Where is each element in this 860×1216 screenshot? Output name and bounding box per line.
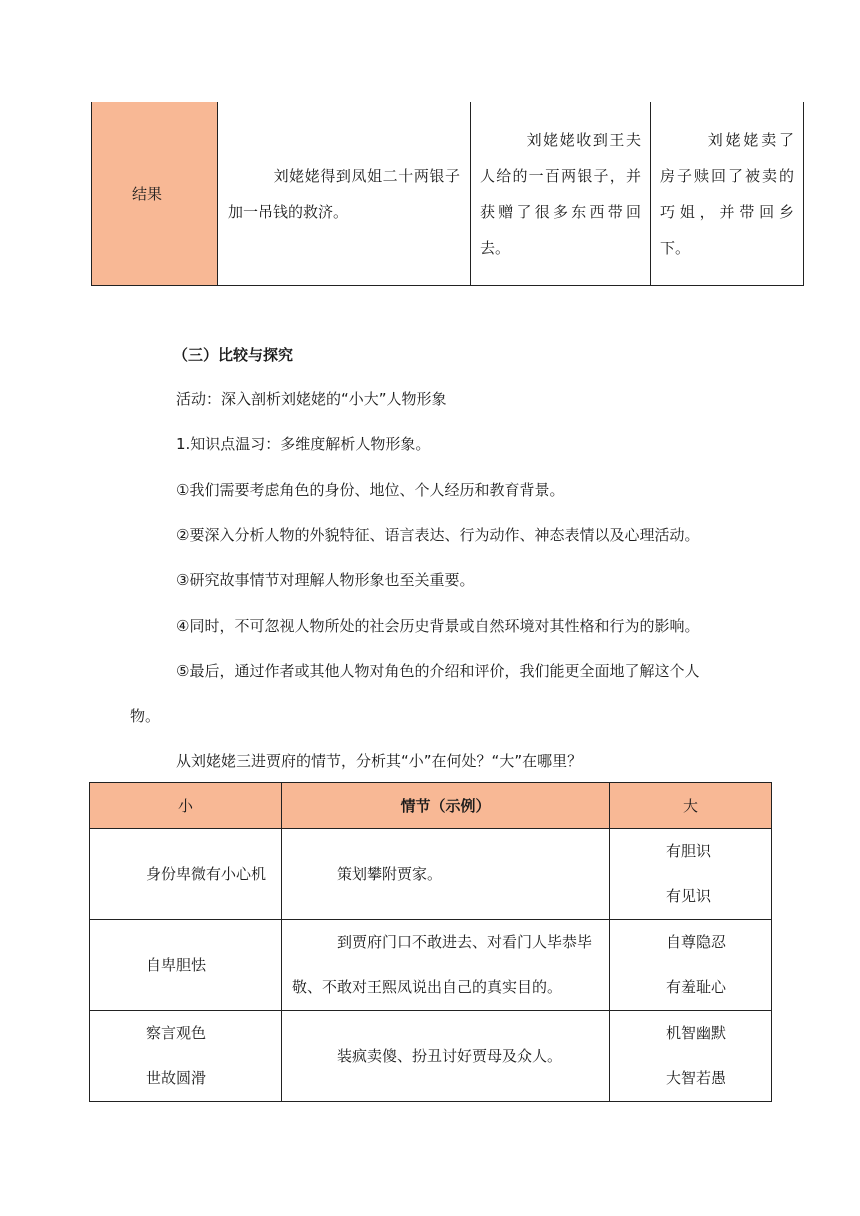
cell-text: 自卑胆怯 <box>146 955 207 974</box>
table-cell <box>651 102 804 286</box>
table-row <box>90 1011 772 1102</box>
big-cell <box>610 920 772 1011</box>
table-cell <box>471 102 651 286</box>
plot-cell <box>282 829 610 920</box>
cell-text: 自尊隐忍 <box>666 933 727 951</box>
big-cell <box>610 1011 772 1102</box>
table-row <box>92 102 804 286</box>
point-text: ⑤最后，通过作者或其他人物对角色的介绍和评价，我们能更全面地了解这个人 <box>176 662 700 680</box>
cell-text: 有见识 <box>666 887 712 905</box>
question-text: 从刘姥姥三进贾府的情节，分析其“小”在何处？“大”在哪里？ <box>176 752 583 770</box>
small-cell <box>90 920 282 1011</box>
point-text: ②要深入分析人物的外貌特征、语言表达、行为动作、神态表情以及心理活动。 <box>176 526 700 544</box>
cell-text: 世故圆滑 <box>146 1069 207 1087</box>
plot-cell <box>282 1011 610 1102</box>
cell-text: 有羞耻心 <box>666 978 727 996</box>
activity-text: 活动：深入剖析刘姥姥的“小大”人物形象 <box>176 390 447 408</box>
knowledge-text: 1.知识点温习：多维度解析人物形象。 <box>176 435 431 453</box>
point-text: ④同时，不可忽视人物所处的社会历史背景或自然环境对其性格和行为的影响。 <box>176 617 700 635</box>
cell-text: 有胆识 <box>666 842 712 860</box>
column-header: 大 <box>610 783 772 829</box>
point-text: 物。 <box>130 707 161 725</box>
cell-text: 刘姥姥得到凤姐二十两银子加一吊钱的救济。 <box>228 166 460 221</box>
small-cell <box>90 1011 282 1102</box>
cell-text: 大智若愚 <box>666 1069 727 1087</box>
table-cell <box>218 102 471 286</box>
point-text: ③研究故事情节对理解人物形象也至关重要。 <box>176 571 475 589</box>
cell-text: 刘姥姥收到王夫人给的一百两银子，并获赠了很多东西带回去。 <box>480 130 641 257</box>
table-row <box>90 829 772 920</box>
column-header: 情节（示例） <box>282 783 610 829</box>
cell-text: 装疯卖傻、扮丑讨好贾母及众人。 <box>337 1046 563 1065</box>
section-heading: （三）比较与探究 <box>173 346 294 364</box>
row-label: 结果 <box>92 102 218 286</box>
cell-text: 刘姥姥卖了房子赎回了被卖的巧姐，并带回乡下。 <box>660 130 794 257</box>
cell-text: 到贾府门口不敢进去、对看门人毕恭毕敬、不敢对王熙凤说出自己的真实目的。 <box>292 933 593 996</box>
plot-cell <box>282 920 610 1011</box>
cell-text: 策划攀附贾家。 <box>337 864 443 883</box>
column-header: 小 <box>90 783 282 829</box>
big-cell <box>610 829 772 920</box>
small-cell <box>90 829 282 920</box>
table-header-row <box>90 783 772 829</box>
cell-text: 机智幽默 <box>666 1024 727 1042</box>
table-row <box>90 920 772 1011</box>
analysis-table <box>89 782 772 1102</box>
cell-text: 察言观色 <box>146 1024 207 1042</box>
outcome-table <box>91 102 804 286</box>
cell-text: 身份卑微有小心机 <box>146 864 267 883</box>
point-text: ①我们需要考虑角色的身份、地位、个人经历和教育背景。 <box>176 481 565 499</box>
